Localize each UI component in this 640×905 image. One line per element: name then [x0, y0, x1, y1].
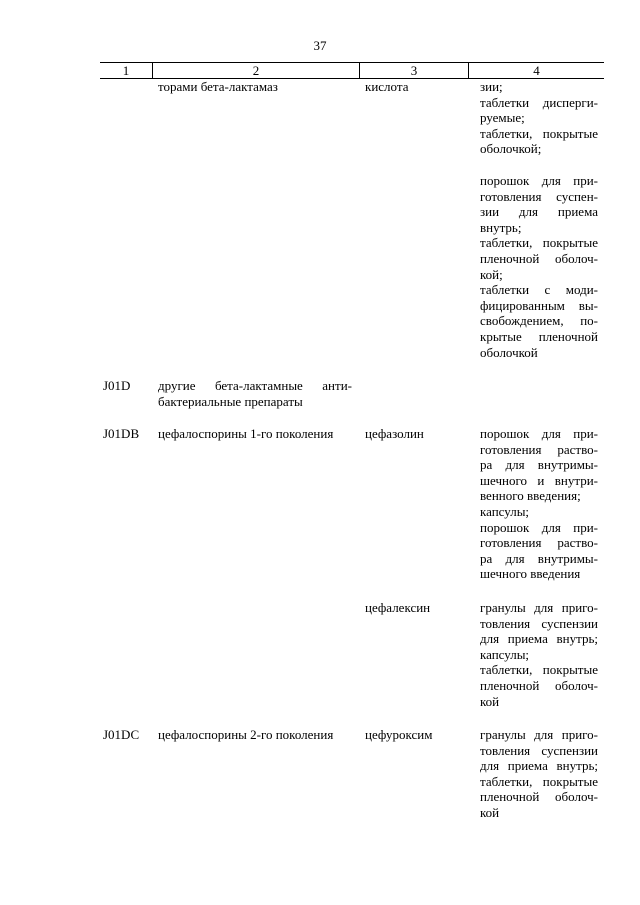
form-line: внутрь;	[480, 219, 522, 235]
header-col-1: 1	[100, 63, 153, 78]
form-line: товления суспензии	[480, 742, 598, 758]
table-header	[100, 62, 604, 79]
header-col-4: 4	[533, 63, 540, 78]
form-line: крытые пленочной	[480, 328, 598, 344]
form-line: гранулы для приго-	[480, 600, 598, 615]
row3-forms	[480, 600, 598, 709]
form-line: зии для приема	[480, 204, 598, 220]
form-line: оболочкой	[480, 344, 538, 360]
form-line: свобождением, по-	[480, 313, 598, 329]
row2-substance: цефазолин	[365, 426, 424, 441]
form-line: капсулы;	[480, 503, 530, 519]
form-line: для приема внутрь;	[480, 758, 598, 774]
form-line: товления суспензии	[480, 615, 598, 631]
row4-substance: цефуроксим	[365, 727, 433, 742]
form-line: шечного введения	[480, 566, 581, 582]
row2-forms	[480, 426, 598, 582]
form-line: порошок для при-	[480, 173, 598, 188]
form-line: ра для внутримы-	[480, 550, 598, 566]
form-line: оболочкой;	[480, 141, 542, 157]
form-line: венного введения;	[480, 488, 581, 504]
form-line: таблетки дисперги-	[480, 94, 598, 110]
row4-code: J01DC	[103, 727, 140, 742]
page-number: 37	[313, 38, 327, 53]
row1-code: J01D	[103, 378, 131, 393]
row0-forms-a	[480, 79, 598, 157]
form-line: пленочной оболоч-	[480, 789, 598, 805]
name-line: бактериальные препараты	[158, 393, 303, 409]
row4-forms	[480, 727, 598, 821]
form-line: капсулы;	[480, 646, 530, 662]
form-line: таблетки с моди-	[480, 282, 598, 298]
form-line: пленочной оболоч-	[480, 250, 598, 266]
form-line: пленочной оболоч-	[480, 677, 598, 693]
header-col-2: 2	[153, 63, 360, 78]
form-line: порошок для при-	[480, 519, 598, 535]
row2-code: J01DB	[103, 426, 140, 441]
form-line: таблетки, покрытые	[480, 662, 598, 678]
form-line: фицированным вы-	[480, 297, 598, 313]
form-line: готовления суспен-	[480, 188, 598, 204]
form-line: порошок для при-	[480, 426, 598, 441]
row2-name: цефалоспорины 1-го поколения	[158, 426, 334, 441]
row0-substance: кислота	[365, 79, 409, 94]
name-line: другие бета-лактамные анти-	[158, 378, 352, 393]
form-line: таблетки, покрытые	[480, 125, 598, 141]
row0-name: торами бета-лактамаз	[158, 79, 278, 94]
form-line: ра для внутримы-	[480, 457, 598, 473]
form-line: руемые;	[480, 110, 525, 126]
form-line: таблетки, покрытые	[480, 235, 598, 251]
row0-forms-b	[480, 173, 598, 360]
form-line: кой	[480, 693, 500, 709]
form-line: гранулы для приго-	[480, 727, 598, 742]
form-line: кой	[480, 804, 500, 820]
form-line: таблетки, покрытые	[480, 773, 598, 789]
row1-name	[158, 378, 352, 409]
form-line: зии;	[480, 79, 503, 94]
header-col-3: 3	[360, 63, 469, 78]
row3-substance: цефалексин	[365, 600, 431, 615]
form-line: кой;	[480, 266, 503, 282]
form-line: готовления раство-	[480, 441, 598, 457]
form-line: готовления раство-	[480, 535, 598, 551]
form-line: для приема внутрь;	[480, 631, 598, 647]
row4-name: цефалоспорины 2-го поколения	[158, 727, 334, 742]
form-line: шечного и внутри-	[480, 472, 598, 488]
